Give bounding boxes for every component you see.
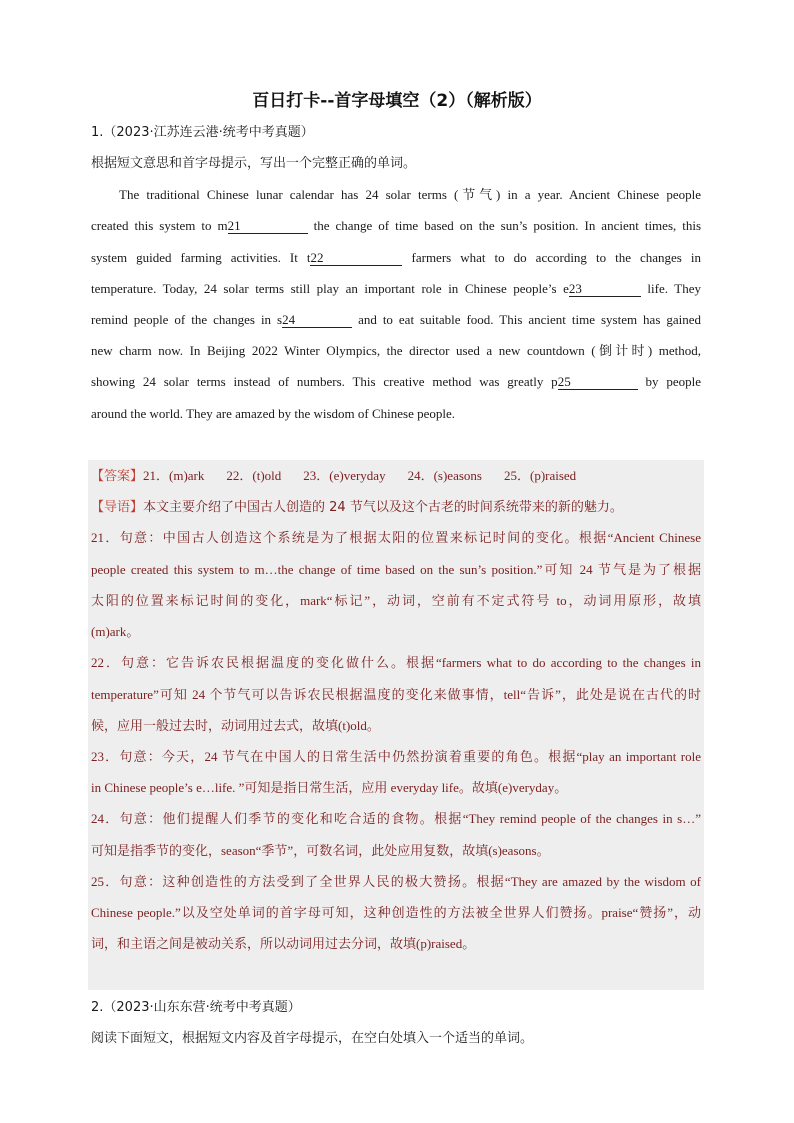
passage-line: new charm now. In Beijing 2022 Winter Olympics, the director used a new countdown (倒计时) method, bbox=[91, 343, 701, 358]
passage-text: system guided farming activities. It t bbox=[91, 250, 311, 265]
answer-item: 25．(p)raised bbox=[503, 468, 577, 483]
passage-text: and to eat suitable food. This ancient time system has gained bbox=[358, 312, 702, 327]
explanation-23-line: in Chinese people’s e…life. ”可知是指日常生活，应用 everyday life。故填(e)veryday。 bbox=[91, 780, 568, 795]
passage-text: temperature. Today, 24 solar terms still play an important role in Chinese people’s e bbox=[91, 281, 569, 296]
passage-text: showing 24 solar terms instead of numbers. This creative method was greatly p bbox=[91, 374, 558, 389]
passage-line: around the world. They are amazed by the wisdom of Chinese people. bbox=[91, 406, 456, 421]
guide-text: 本文主要介绍了中国古人创造的 24 节气以及这个古老的时间系统带来的新的魅力。 bbox=[143, 500, 623, 515]
answer-item: 23．(e)veryday bbox=[303, 468, 386, 483]
q2-source: 2.（2023·山东东营·统考中考真题） bbox=[91, 1000, 301, 1015]
passage-text: the change of time based on the sun’s position. In ancient times, this bbox=[313, 218, 702, 233]
passage-line bbox=[91, 373, 701, 391]
blank-21[interactable]: 21 bbox=[228, 218, 308, 234]
passage-text: life. They bbox=[647, 281, 702, 296]
q1-instruction: 根据短文意思和首字母提示，写出一个完整正确的单词。 bbox=[91, 156, 417, 171]
explanation-23-line: 23．句意：今天，24 节气在中国人的日常生活中仍然扮演着重要的角色。根据“play an important role bbox=[91, 749, 701, 764]
answer-line bbox=[91, 467, 598, 486]
explanation-24-line: 可知是指季节的变化，season“季节”，可数名词，此处应用复数，故填(s)easons。 bbox=[91, 843, 550, 858]
passage-text: by people bbox=[645, 374, 702, 389]
q1-source: 1.（2023·江苏连云港·统考中考真题） bbox=[91, 125, 314, 140]
guide-tag: 【导语】 bbox=[91, 500, 144, 515]
explanation-21-line: (m)ark。 bbox=[91, 624, 140, 639]
blank-23[interactable]: 23 bbox=[569, 281, 641, 297]
passage-line bbox=[91, 280, 701, 298]
answer-item: 22．(t)old bbox=[226, 468, 282, 483]
passage-line: The traditional Chinese lunar calendar has 24 solar terms (节气) in a year. Ancient Chinese people bbox=[119, 187, 701, 202]
passage-text: remind people of the changes in s bbox=[91, 312, 283, 327]
page-title: 百日打卡--首字母填空（2）（解析版） bbox=[252, 91, 542, 111]
explanation-21-line: people created this system to m…the change of time based on the sun’s position.”可知 24 节气是为了根据 bbox=[91, 562, 701, 577]
q2-instruction: 阅读下面短文，根据短文内容及首字母提示，在空白处填入一个适当的单词。 bbox=[91, 1031, 534, 1046]
blank-25[interactable]: 25 bbox=[558, 374, 638, 390]
passage-line bbox=[91, 217, 701, 235]
guide-line bbox=[91, 498, 623, 517]
answer-tag: 【答案】 bbox=[91, 469, 144, 484]
explanation-22-line: 候，应用一般过去时，动词用过去式，故填(t)old。 bbox=[91, 718, 380, 733]
passage-text: created this system to m bbox=[91, 218, 228, 233]
explanation-22-line: 22．句意：它告诉农民根据温度的变化做什么。根据“farmers what to do according to the changes in bbox=[91, 655, 701, 670]
blank-22[interactable]: 22 bbox=[310, 250, 402, 266]
answer-item: 24．(s)easons bbox=[407, 468, 482, 483]
passage-line bbox=[91, 249, 701, 267]
passage-line bbox=[91, 311, 701, 329]
explanation-21-line: 太阳的位置来标记时间的变化，mark“标记”，动词，空前有不定式符号 to，动词用原形，故填 bbox=[91, 593, 701, 608]
explanation-25-line: 25．句意：这种创造性的方法受到了全世界人民的极大赞扬。根据“They are amazed by the wisdom of bbox=[91, 874, 701, 889]
explanation-24-line: 24．句意：他们提醒人们季节的变化和吃合适的食物。根据“They remind people of the changes in s…” bbox=[91, 811, 701, 826]
blank-24[interactable]: 24 bbox=[282, 312, 352, 328]
passage-text: farmers what to do according to the changes in bbox=[411, 250, 701, 265]
explanation-21-line: 21．句意：中国古人创造这个系统是为了根据太阳的位置来标记时间的变化。根据“Ancient Chinese bbox=[91, 530, 701, 545]
explanation-25-line: Chinese people.”以及空处单词的首字母可知，这种创造性的方法被全世界人们赞扬。praise“赞扬”，动 bbox=[91, 905, 701, 920]
explanation-25-line: 词，和主语之间是被动关系，所以动词用过去分词，故填(p)raised。 bbox=[91, 936, 476, 951]
explanation-22-line: temperature”可知 24 个节气可以告诉农民根据温度的变化来做事情，tell“告诉”，此处是说在古代的时 bbox=[91, 687, 701, 702]
answer-item: 21．(m)ark bbox=[143, 468, 205, 483]
